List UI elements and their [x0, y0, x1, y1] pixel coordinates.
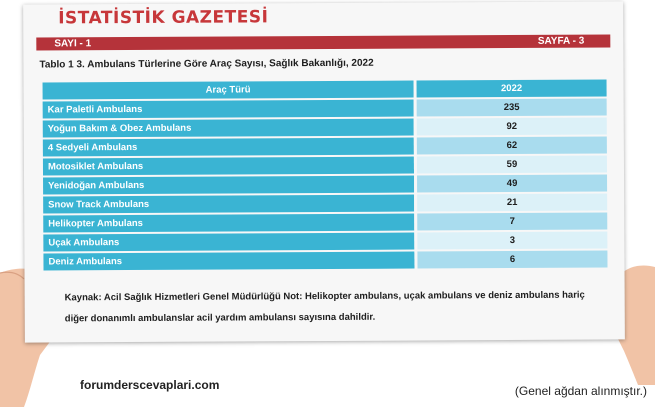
newspaper-page [23, 1, 625, 342]
table-row [43, 194, 607, 214]
vehicle-type-cell: Snow Track Ambulans [43, 195, 414, 214]
column-header-vehicle-type: Araç Türü [43, 81, 414, 100]
vehicle-type-cell: Helikopter Ambulans [43, 214, 414, 233]
source-attribution: (Genel ağdan alınmıştır.) [514, 384, 647, 398]
table-row [43, 99, 607, 119]
issue-number: SAYI - 1 [54, 38, 92, 50]
table-row [43, 156, 607, 176]
count-cell: 62 [414, 137, 607, 155]
count-cell: 21 [414, 194, 607, 212]
table-caption: Tablo 1 3. Ambulans Türlerine Göre Araç Sayısı, Sağlık Bakanlığı, 2022 [39, 57, 374, 71]
vehicle-type-cell: Yoğun Bakım & Obez Ambulans [43, 119, 414, 138]
count-cell: 3 [414, 232, 607, 250]
table-row [43, 213, 607, 233]
column-header-year: 2022 [414, 80, 607, 98]
source-note: Kaynak: Acil Sağlık Hizmetleri Genel Müdürlüğü Not: Helikopter ambulans, uçak ambulans ve deniz ambulans hariç diğer donanımlı ambulanslar acil yardım ambulansı sayısına dahildir. [64, 289, 585, 325]
newspaper-title: İSTATİSTİK GAZETESİ [58, 7, 269, 29]
table-row [43, 232, 607, 252]
table-row [43, 137, 607, 157]
header-band [36, 34, 610, 50]
count-cell: 49 [414, 175, 607, 193]
table-row [43, 175, 607, 195]
vehicle-type-cell: Kar Paletli Ambulans [43, 100, 414, 119]
page-number: SAYFA - 3 [537, 35, 585, 47]
vehicle-type-cell: Uçak Ambulans [43, 233, 414, 252]
website-watermark: forumderscevaplari.com [80, 378, 220, 392]
count-cell: 235 [414, 99, 607, 117]
vehicle-type-cell: Yenidoğan Ambulans [43, 176, 414, 195]
count-cell: 7 [414, 213, 607, 231]
vehicle-type-cell: 4 Sedyeli Ambulans [43, 138, 414, 157]
table-header-row [43, 80, 607, 100]
vehicle-type-cell: Motosiklet Ambulans [43, 157, 414, 176]
table-row [43, 251, 607, 271]
count-cell: 59 [414, 156, 607, 174]
count-cell: 92 [414, 118, 607, 136]
ambulance-table [43, 78, 608, 273]
vehicle-type-cell: Deniz Ambulans [43, 252, 414, 271]
count-cell: 6 [414, 251, 607, 269]
table-row [43, 118, 607, 138]
